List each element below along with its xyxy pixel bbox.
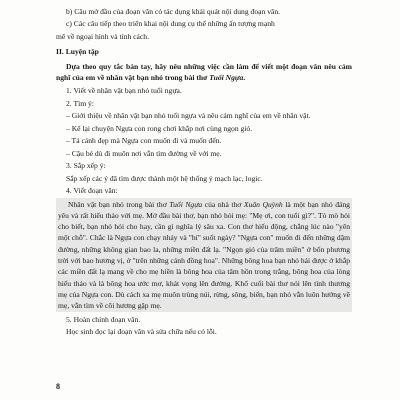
step-3-text: Sắp xếp các ý đã tìm được thành một hệ thống ý mạch lạc, logic. xyxy=(66,173,263,183)
task-text: Dựa theo quy tắc bàn tay, hãy nêu những việc cần làm để viết một đoạn văn nêu cảm nghĩ của em về nhân vật bạn nhỏ trong bài thơ xyxy=(56,61,352,82)
page-number: 8 xyxy=(56,382,60,391)
item-c-line2: mẽ về ngoại hình và tính cách. xyxy=(56,31,149,41)
step-5: 5. Hoàn chỉnh đoạn văn. xyxy=(66,314,141,324)
final-note: Học sinh đọc lại đoạn văn và sửa chữa nếu có lỗi. xyxy=(66,327,217,337)
step-2-item-4: – Cậu bé dù đi muôn nơi vẫn tìm đường về với mẹ. xyxy=(66,148,222,158)
para-part-3: là một bạn nhỏ đáng yêu và rất hiếu thảo với mẹ. Mở đầu bài thơ, bạn nhỏ hỏi mẹ: "Mẹ ơi, con tuổi gì?". Tò mò hỏi cho biết, bạn nhỏ hỏi cho hay, cần gì nghĩa lý sâu xa. Con thơ hiếu động, chẳng lúc nào "yên một chỗ". Chắc là Ngựa con chạy nhảy và "hí" suốt ngày? "Ngựa con" muốn đi đến những dặm đường, những không gian bao la, những miền đất lạ. "Ngọn gió của trăm miền" ở bốn phương trời với bao hương vị, ở "trên những cánh đồng hoa". Những bông hoa bạn nhỏ hái được ở khắp các miền đất lạ mang về cho mẹ hiền là bông hoa của tâm hồn trong trắng, bông hoa của lòng hiếu thảo và là bông hoa ước mơ, khát vọng lên đường. Khổ cuối bài thơ nói lên tình thương mẹ của Ngựa con. Dù cách xa mẹ muôn trùng núi, rừng, sông, biển, bạn nhỏ vẫn luôn hướng về mẹ, vẫn tìm về cõi hương gặp mẹ. xyxy=(58,199,350,311)
page-content xyxy=(56,6,352,339)
para-part-2: của nhà thơ xyxy=(202,199,244,209)
step-2-item-1: – Giới thiệu về nhân vật bạn nhỏ tuổi ngựa và nêu cảm nghĩ của em về nhân vật. xyxy=(66,111,311,121)
item-b: b) Câu mở đầu của đoạn văn có tác dụng khái quát nội dung đoạn văn. xyxy=(66,7,281,16)
para-poem-title: Tuổi Ngựa xyxy=(169,199,203,209)
step-2-item-3: – Tả cánh đẹp mà Ngựa con muốn đi và muốn đến. xyxy=(66,136,222,146)
step-4: 4. Viết đoạn văn: xyxy=(66,186,118,196)
item-c-line1: c) Các câu tiếp theo triển khai nội dung cụ thể những ấn tượng mạnh xyxy=(66,19,275,29)
task-end: . xyxy=(243,72,246,82)
poem-title: Tuổi Ngựa xyxy=(209,72,244,82)
task-prompt xyxy=(56,61,352,84)
section-title: II. Luyện tập xyxy=(56,47,99,57)
step-2: 2. Tìm ý: xyxy=(66,98,94,108)
sample-paragraph xyxy=(56,198,352,313)
para-poet-name: Xuân Quỳnh xyxy=(243,199,283,209)
step-2-item-2: – Kể lại chuyện Ngựa con rong chơi khắp nơi cùng ngọn gió. xyxy=(66,123,253,133)
para-part-1: Nhân vật bạn nhỏ trong bài thơ xyxy=(68,199,170,209)
step-3: 3. Sắp xếp ý: xyxy=(66,161,106,171)
step-1: 1. Viết về nhân vật bạn nhỏ tuổi ngựa. xyxy=(66,86,182,96)
